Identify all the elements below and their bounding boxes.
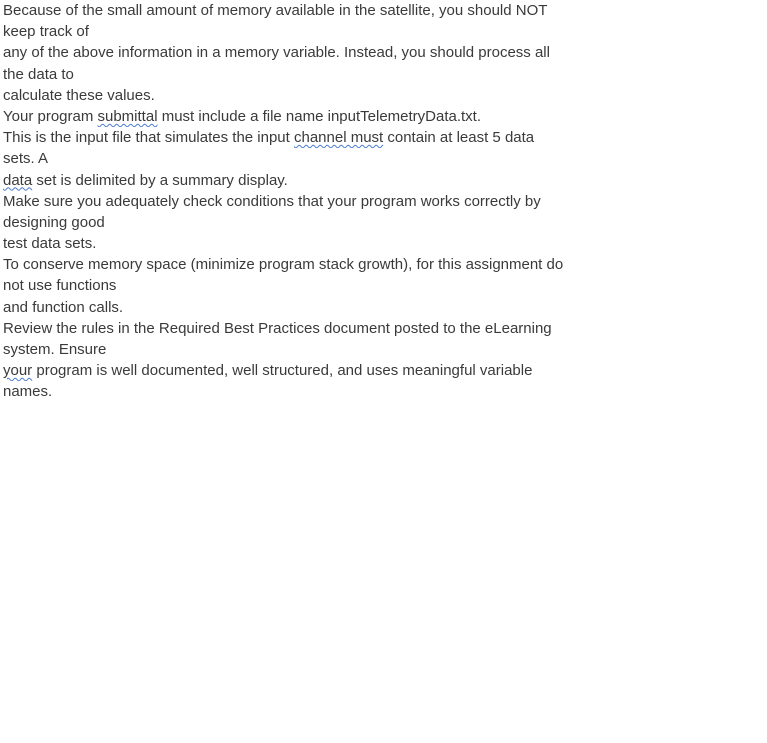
paragraph-best-practices: [3, 318, 594, 403]
grammar-flagged-word[interactable]: data: [3, 171, 33, 189]
paragraph-no-functions: [3, 254, 594, 318]
text-line: Because of the small amount of memory available in the satellite, you should NOT: [3, 2, 548, 19]
text-line: not use functions: [3, 277, 117, 295]
text-line: keep track of: [3, 23, 89, 41]
text-line: test data sets.: [3, 235, 97, 253]
text-line: data set is delimited by a summary display.: [3, 171, 288, 189]
spellcheck-flagged-word[interactable]: submittal: [97, 107, 158, 125]
grammar-flagged-word[interactable]: your: [3, 362, 33, 380]
paragraph-submittal-file: [3, 106, 594, 127]
text-line: calculate these values.: [3, 86, 155, 104]
text-line: and function calls.: [3, 298, 124, 316]
text-line: the data to: [3, 65, 74, 83]
text-line: any of the above information in a memory variable. Instead, you should process all: [3, 44, 550, 62]
text-line: This is the input file that simulates the input channel must contain at least 5 data: [3, 129, 535, 147]
text-line: your program is well documented, well structured, and uses meaningful variable: [3, 362, 533, 380]
text-line: system. Ensure: [3, 341, 107, 358]
text-line: Review the rules in the Required Best Practices document posted to the eLearning: [3, 319, 552, 337]
document-body: [0, 0, 594, 403]
paragraph-test-data: [3, 191, 594, 255]
text-line: sets. A: [3, 150, 49, 168]
text-line: Your program submittal must include a file name inputTelemetryData.txt.: [3, 107, 482, 125]
text-line: Make sure you adequately check conditions that your program works correctly by: [3, 192, 541, 210]
text-line: names.: [3, 383, 53, 401]
paragraph-input-file: [3, 127, 594, 191]
text-line: designing good: [3, 213, 105, 231]
paragraph-memory-note: [3, 0, 594, 106]
grammar-flagged-phrase[interactable]: channel must: [293, 129, 384, 147]
text-line: To conserve memory space (minimize program stack growth), for this assignment do: [3, 256, 564, 274]
